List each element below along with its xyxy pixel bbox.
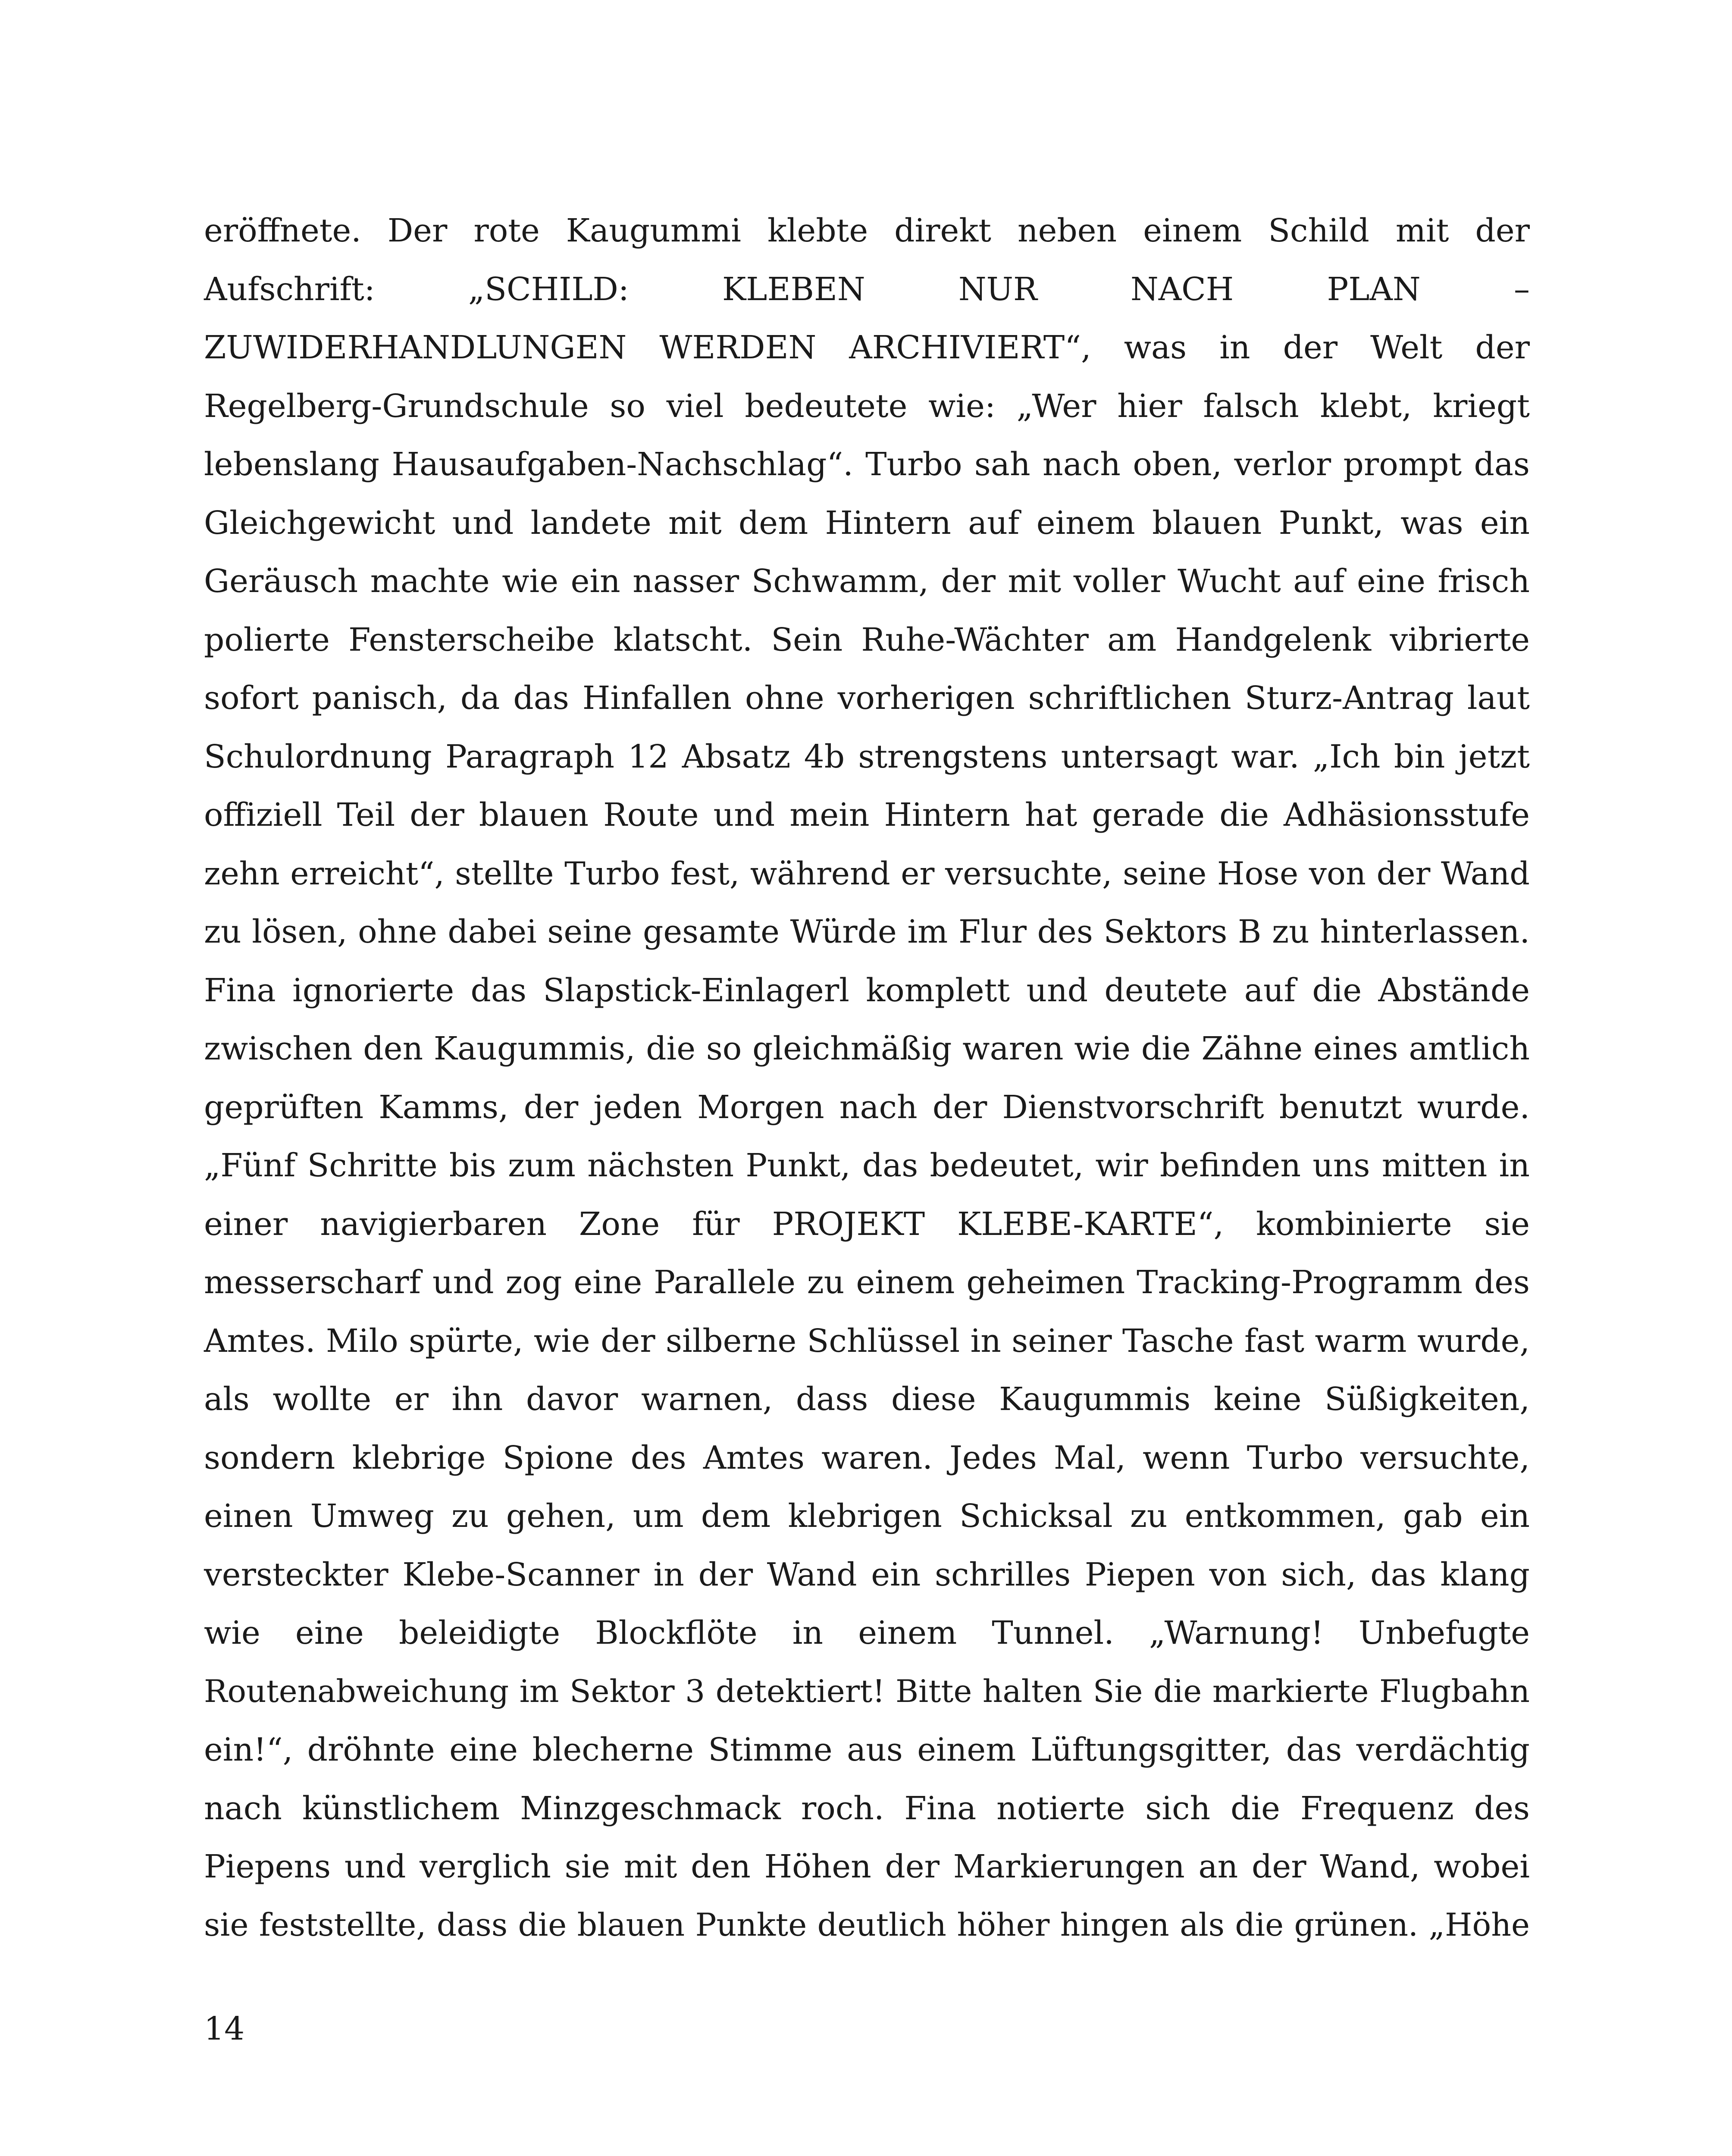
text-line: sofort panisch, da das Hinfallen ohne vorherigen schriftlichen Sturz-Antrag laut xyxy=(204,680,1530,717)
text-line: nach künstlichem Minzgeschmack roch. Fina notierte sich die Frequenz des xyxy=(204,1789,1530,1827)
text-line: zwischen den Kaugummis, die so gleichmäßig waren wie die Zähne eines amtlich xyxy=(204,1030,1530,1067)
text-line: sondern klebrige Spione des Amtes waren. Jedes Mal, wenn Turbo versuchte, xyxy=(204,1439,1530,1476)
text-line: ein!“, dröhnte eine blecherne Stimme aus einem Lüftungsgitter, das verdächtig xyxy=(204,1731,1530,1768)
text-line: geprüften Kamms, der jeden Morgen nach der Dienstvorschrift benutzt wurde. xyxy=(204,1088,1530,1126)
text-line: als wollte er ihn davor warnen, dass diese Kaugummis keine Süßigkeiten, xyxy=(204,1381,1530,1418)
text-line: wie eine beleidigte Blockflöte in einem Tunnel. „Warnung! Unbefugte xyxy=(204,1614,1530,1651)
text-line: polierte Fensterscheibe klatscht. Sein Ruhe-Wächter am Handgelenk vibrierte xyxy=(204,621,1530,658)
text-line: versteckter Klebe-Scanner in der Wand ein schrilles Piepen von sich, das klang xyxy=(204,1556,1530,1593)
text-line: Regelberg-Grundschule so viel bedeutete wie: „Wer hier falsch klebt, kriegt xyxy=(204,387,1530,425)
text-line: Amtes. Milo spürte, wie der silberne Schlüssel in seiner Tasche fast warm wurde, xyxy=(204,1322,1530,1360)
text-line: sie feststellte, dass die blauen Punkte deutlich höher hingen als die grünen. „Höhe xyxy=(204,1907,1530,1943)
text-line: Fina ignorierte das Slapstick-Einlagerl komplett und deutete auf die Abstände xyxy=(204,971,1530,1009)
text-line: Gleichgewicht und landete mit dem Hintern auf einem blauen Punkt, was ein xyxy=(204,504,1530,542)
text-line: Schulordnung Paragraph 12 Absatz 4b strengstens untersagt war. „Ich bin jetzt xyxy=(204,738,1530,775)
text-line: Routenabweichung im Sektor 3 detektiert! Bitte halten Sie die markierte Flugbahn xyxy=(204,1673,1530,1710)
text-line: „Fünf Schritte bis zum nächsten Punkt, das bedeutet, wir befinden uns mitten in xyxy=(204,1147,1530,1184)
text-line: lebenslang Hausaufgaben-Nachschlag“. Turbo sah nach oben, verlor prompt das xyxy=(204,446,1530,483)
text-line: eröffnete. Der rote Kaugummi klebte direkt neben einem Schild mit der xyxy=(204,212,1530,249)
text-line: ZUWIDERHANDLUNGEN WERDEN ARCHIVIERT“, was in der Welt der xyxy=(204,329,1530,366)
page-number: 14 xyxy=(204,2010,245,2047)
text-line: messerscharf und zog eine Parallele zu einem geheimen Tracking-Programm des xyxy=(204,1264,1530,1301)
text-line: offiziell Teil der blauen Route und mein Hintern hat gerade die Adhäsionsstufe xyxy=(204,796,1530,834)
text-line: Piepens und verglich sie mit den Höhen der Markierungen an der Wand, wobei xyxy=(204,1848,1530,1885)
body-paragraph xyxy=(204,202,1530,1955)
text-line: einer navigierbaren Zone für PROJEKT KLEBE-KARTE“, kombinierte sie xyxy=(204,1205,1530,1243)
text-line: zehn erreicht“, stellte Turbo fest, während er versuchte, seine Hose von der Wand xyxy=(204,855,1530,892)
text-line: zu lösen, ohne dabei seine gesamte Würde im Flur des Sektors B zu hinterlassen. xyxy=(204,913,1530,950)
text-line: einen Umweg zu gehen, um dem klebrigen Schicksal zu entkommen, gab ein xyxy=(204,1498,1530,1535)
text-line: Aufschrift: „SCHILD: KLEBEN NUR NACH PLAN – xyxy=(204,270,1530,308)
text-line: Geräusch machte wie ein nasser Schwamm, der mit voller Wucht auf eine frisch xyxy=(204,563,1530,600)
